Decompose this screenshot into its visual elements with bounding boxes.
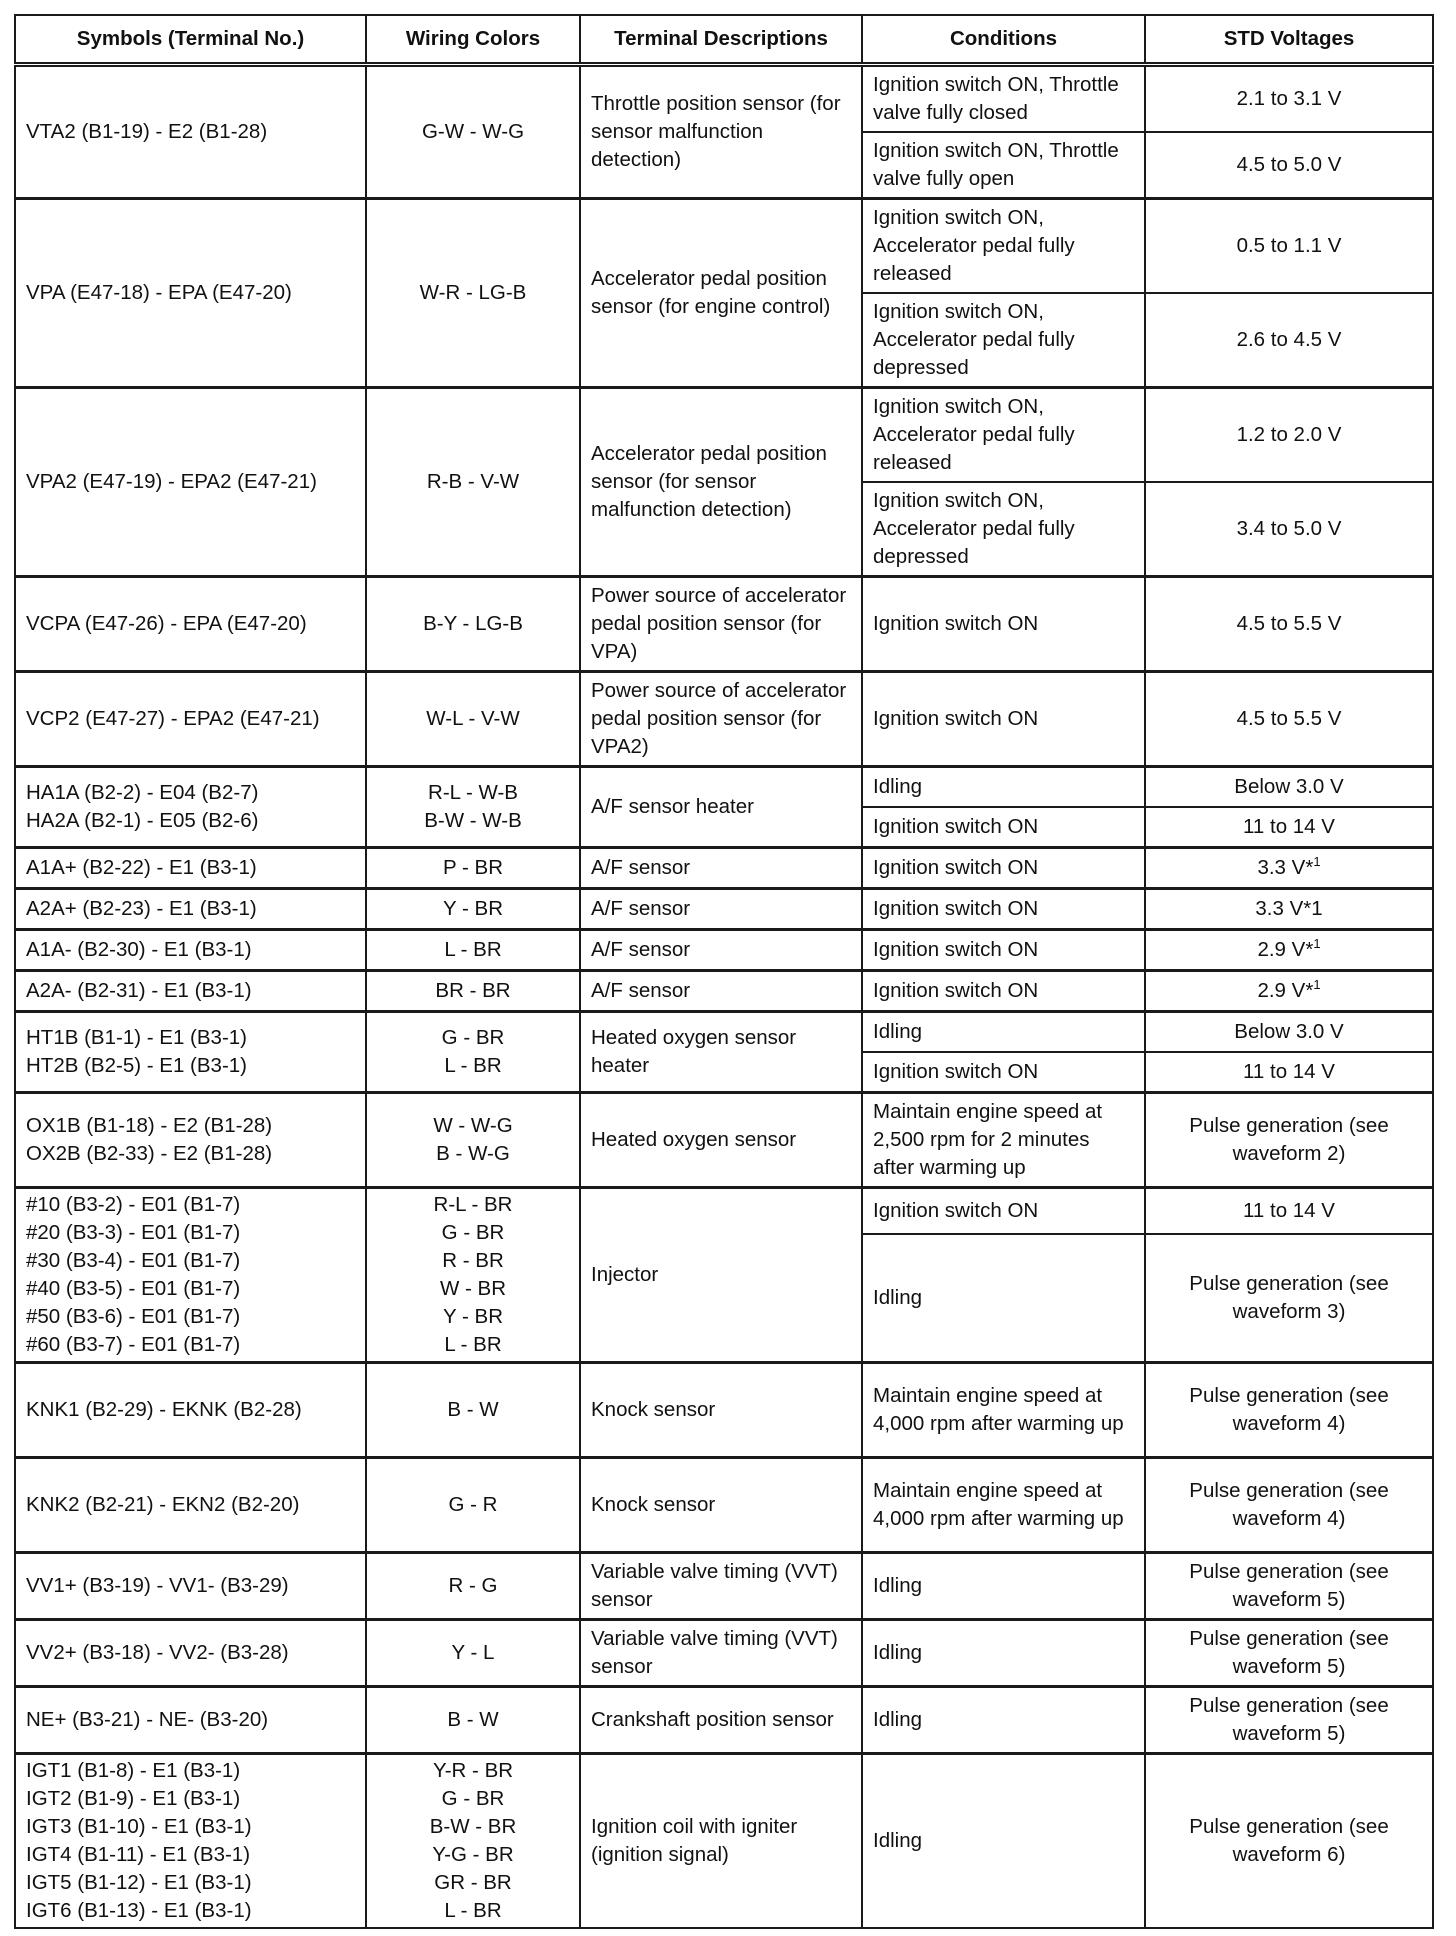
terminal-symbol: A1A- (B2-30) - E1 (B3-1) <box>15 930 366 971</box>
std-voltage: Pulse generation (see waveform 6) <box>1145 1754 1433 1929</box>
condition: Ignition switch ON, Accelerator pedal fully depressed <box>862 482 1145 577</box>
wiring-color: W-R - LG-B <box>366 199 580 388</box>
table-row <box>15 971 1433 1012</box>
terminal-description: A/F sensor heater <box>580 767 862 848</box>
std-voltage <box>1145 971 1433 1012</box>
std-voltage: Pulse generation (see waveform 3) <box>1145 1234 1433 1362</box>
condition: Ignition switch ON <box>862 1052 1145 1093</box>
table-row <box>15 767 1433 808</box>
header-conditions: Conditions <box>862 15 1145 65</box>
table-row <box>15 1553 1433 1620</box>
condition: Idling <box>862 1012 1145 1053</box>
terminal-description: Variable valve timing (VVT) sensor <box>580 1553 862 1620</box>
std-voltage: 4.5 to 5.5 V <box>1145 672 1433 767</box>
terminal-symbol: VV1+ (B3-19) - VV1- (B3-29) <box>15 1553 366 1620</box>
terminal-description: Heated oxygen sensor <box>580 1093 862 1188</box>
table-row <box>15 577 1433 672</box>
table-row <box>15 1620 1433 1687</box>
wiring-color: G - R <box>366 1458 580 1553</box>
terminal-description: Knock sensor <box>580 1363 862 1458</box>
terminal-description: Heated oxygen sensor heater <box>580 1012 862 1093</box>
terminal-description: Injector <box>580 1188 862 1363</box>
std-voltage-value: 2.9 V* <box>1257 979 1314 1002</box>
table-row <box>15 930 1433 971</box>
table-row <box>15 889 1433 930</box>
wiring-color: Y-R - BR G - BR B-W - BR Y-G - BR GR - BR L - BR <box>366 1754 580 1929</box>
condition: Ignition switch ON <box>862 807 1145 848</box>
table-row <box>15 1093 1433 1188</box>
terminal-symbol: HT1B (B1-1) - E1 (B3-1) HT2B (B2-5) - E1 (B3-1) <box>15 1012 366 1093</box>
terminal-symbol: A2A+ (B2-23) - E1 (B3-1) <box>15 889 366 930</box>
std-voltage: 4.5 to 5.5 V <box>1145 577 1433 672</box>
wiring-color: G - BR L - BR <box>366 1012 580 1093</box>
table-header-row <box>15 15 1433 65</box>
terminal-description: Ignition coil with igniter (ignition signal) <box>580 1754 862 1929</box>
std-voltage: Below 3.0 V <box>1145 1012 1433 1053</box>
wiring-color: R-B - V-W <box>366 388 580 577</box>
std-voltage: Pulse generation (see waveform 4) <box>1145 1458 1433 1553</box>
std-voltage: Pulse generation (see waveform 5) <box>1145 1620 1433 1687</box>
wiring-color: B - W <box>366 1363 580 1458</box>
terminal-description: Throttle position sensor (for sensor malfunction detection) <box>580 65 862 199</box>
terminal-description: Crankshaft position sensor <box>580 1687 862 1754</box>
table-row <box>15 199 1433 294</box>
terminal-symbol: A2A- (B2-31) - E1 (B3-1) <box>15 971 366 1012</box>
std-voltage: 11 to 14 V <box>1145 807 1433 848</box>
terminal-description: Knock sensor <box>580 1458 862 1553</box>
condition: Ignition switch ON, Throttle valve fully open <box>862 132 1145 199</box>
condition: Idling <box>862 767 1145 808</box>
table-row <box>15 1754 1433 1929</box>
terminal-description: Power source of accelerator pedal position sensor (for VPA) <box>580 577 862 672</box>
table-row <box>15 1458 1433 1553</box>
terminal-symbol: A1A+ (B2-22) - E1 (B3-1) <box>15 848 366 889</box>
std-voltage: 2.6 to 4.5 V <box>1145 293 1433 388</box>
condition: Ignition switch ON, Accelerator pedal fully released <box>862 388 1145 483</box>
table-row <box>15 1687 1433 1754</box>
wiring-color: R - G <box>366 1553 580 1620</box>
terminal-symbol: VCPA (E47-26) - EPA (E47-20) <box>15 577 366 672</box>
condition: Ignition switch ON <box>862 672 1145 767</box>
terminal-description: Power source of accelerator pedal position sensor (for VPA2) <box>580 672 862 767</box>
condition: Ignition switch ON, Accelerator pedal fully released <box>862 199 1145 294</box>
terminal-symbol: VCP2 (E47-27) - EPA2 (E47-21) <box>15 672 366 767</box>
terminal-symbol: KNK2 (B2-21) - EKN2 (B2-20) <box>15 1458 366 1553</box>
std-voltage: 0.5 to 1.1 V <box>1145 199 1433 294</box>
wiring-color: BR - BR <box>366 971 580 1012</box>
std-voltage: Pulse generation (see waveform 2) <box>1145 1093 1433 1188</box>
condition: Maintain engine speed at 4,000 rpm after warming up <box>862 1363 1145 1458</box>
terminal-description: Variable valve timing (VVT) sensor <box>580 1620 862 1687</box>
table-row <box>15 672 1433 767</box>
std-voltage: Pulse generation (see waveform 5) <box>1145 1687 1433 1754</box>
header-wiring-colors: Wiring Colors <box>366 15 580 65</box>
condition: Ignition switch ON, Accelerator pedal fully depressed <box>862 293 1145 388</box>
footnote-marker: 1 <box>1313 854 1321 870</box>
std-voltage: 4.5 to 5.0 V <box>1145 132 1433 199</box>
std-voltage: 3.3 V*1 <box>1145 889 1433 930</box>
condition: Maintain engine speed at 2,500 rpm for 2 minutes after warming up <box>862 1093 1145 1188</box>
condition: Idling <box>862 1754 1145 1929</box>
wiring-color: B - W <box>366 1687 580 1754</box>
condition: Idling <box>862 1234 1145 1362</box>
terminal-symbol: IGT1 (B1-8) - E1 (B3-1) IGT2 (B1-9) - E1 (B3-1) IGT3 (B1-10) - E1 (B3-1) IGT4 (B1-11) - E1 (B3-1) IGT5 (B1-12) - E1 (B3-1) IGT6 (B1-13) - E1 (B3-1) <box>15 1754 366 1929</box>
condition: Ignition switch ON <box>862 889 1145 930</box>
table-row <box>15 1188 1433 1235</box>
terminal-description: A/F sensor <box>580 930 862 971</box>
wiring-color: R-L - BR G - BR R - BR W - BR Y - BR L - BR <box>366 1188 580 1363</box>
terminal-description: A/F sensor <box>580 889 862 930</box>
std-voltage <box>1145 930 1433 971</box>
wiring-color: G-W - W-G <box>366 65 580 199</box>
terminal-description: A/F sensor <box>580 971 862 1012</box>
std-voltage-value: 2.9 V* <box>1257 938 1314 961</box>
header-terminal-descriptions: Terminal Descriptions <box>580 15 862 65</box>
condition: Idling <box>862 1620 1145 1687</box>
terminal-symbol: #10 (B3-2) - E01 (B1-7) #20 (B3-3) - E01 (B1-7) #30 (B3-4) - E01 (B1-7) #40 (B3-5) - E01 (B1-7) #50 (B3-6) - E01 (B1-7) #60 (B3-7) - E01 (B1-7) <box>15 1188 366 1363</box>
terminal-description: Accelerator pedal position sensor (for engine control) <box>580 199 862 388</box>
terminal-symbol: VTA2 (B1-19) - E2 (B1-28) <box>15 65 366 199</box>
condition: Idling <box>862 1553 1145 1620</box>
std-voltage: 2.1 to 3.1 V <box>1145 65 1433 133</box>
std-voltage: 11 to 14 V <box>1145 1188 1433 1235</box>
terminal-symbol: NE+ (B3-21) - NE- (B3-20) <box>15 1687 366 1754</box>
wiring-color: B-Y - LG-B <box>366 577 580 672</box>
condition: Idling <box>862 1687 1145 1754</box>
std-voltage: Pulse generation (see waveform 5) <box>1145 1553 1433 1620</box>
condition: Ignition switch ON <box>862 930 1145 971</box>
condition: Ignition switch ON <box>862 848 1145 889</box>
ecm-terminal-voltage-table <box>14 14 1434 1929</box>
terminal-symbol: VV2+ (B3-18) - VV2- (B3-28) <box>15 1620 366 1687</box>
table-row <box>15 1363 1433 1458</box>
condition: Ignition switch ON <box>862 577 1145 672</box>
footnote-marker: 1 <box>1313 936 1321 952</box>
wiring-color: P - BR <box>366 848 580 889</box>
header-std-voltages: STD Voltages <box>1145 15 1433 65</box>
std-voltage-value: 3.3 V* <box>1257 856 1314 879</box>
condition: Ignition switch ON <box>862 971 1145 1012</box>
wiring-color: Y - L <box>366 1620 580 1687</box>
wiring-color: W-L - V-W <box>366 672 580 767</box>
terminal-symbol: OX1B (B1-18) - E2 (B1-28) OX2B (B2-33) - E2 (B1-28) <box>15 1093 366 1188</box>
std-voltage: 3.4 to 5.0 V <box>1145 482 1433 577</box>
condition: Ignition switch ON <box>862 1188 1145 1235</box>
terminal-symbol: HA1A (B2-2) - E04 (B2-7) HA2A (B2-1) - E05 (B2-6) <box>15 767 366 848</box>
condition: Ignition switch ON, Throttle valve fully closed <box>862 65 1145 133</box>
condition: Maintain engine speed at 4,000 rpm after warming up <box>862 1458 1145 1553</box>
header-symbols: Symbols (Terminal No.) <box>15 15 366 65</box>
wiring-color: W - W-G B - W-G <box>366 1093 580 1188</box>
terminal-symbol: VPA (E47-18) - EPA (E47-20) <box>15 199 366 388</box>
table-row <box>15 1012 1433 1053</box>
terminal-voltage-table-container <box>14 14 1434 1929</box>
table-row <box>15 848 1433 889</box>
wiring-color: Y - BR <box>366 889 580 930</box>
std-voltage: 1.2 to 2.0 V <box>1145 388 1433 483</box>
table-row <box>15 388 1433 483</box>
wiring-color: R-L - W-B B-W - W-B <box>366 767 580 848</box>
std-voltage: Below 3.0 V <box>1145 767 1433 808</box>
std-voltage: Pulse generation (see waveform 4) <box>1145 1363 1433 1458</box>
footnote-marker: 1 <box>1313 977 1321 993</box>
wiring-color: L - BR <box>366 930 580 971</box>
terminal-symbol: KNK1 (B2-29) - EKNK (B2-28) <box>15 1363 366 1458</box>
std-voltage <box>1145 848 1433 889</box>
terminal-symbol: VPA2 (E47-19) - EPA2 (E47-21) <box>15 388 366 577</box>
terminal-description: A/F sensor <box>580 848 862 889</box>
table-row <box>15 65 1433 133</box>
std-voltage: 11 to 14 V <box>1145 1052 1433 1093</box>
terminal-description: Accelerator pedal position sensor (for sensor malfunction detection) <box>580 388 862 577</box>
